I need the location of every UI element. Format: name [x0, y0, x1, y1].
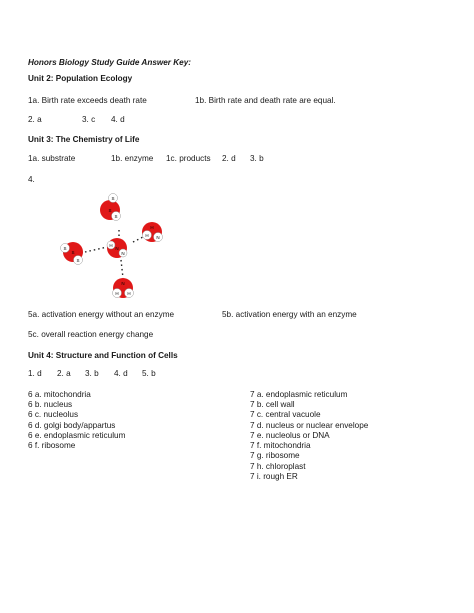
list-item: 7 e. nucleolus or DNA — [250, 431, 330, 440]
unit3-question-4-label: 4. — [28, 175, 35, 184]
list-item: 7 i. rough ER — [250, 472, 298, 481]
bond-left — [85, 247, 107, 252]
atom-label: H — [127, 291, 131, 296]
molecule-bottom — [113, 278, 134, 298]
list-item: 7 h. chloroplast — [250, 462, 306, 471]
bond-bottom — [121, 260, 123, 278]
unit2-answer-1a: 1a. Birth rate exceeds death rate — [28, 96, 147, 105]
unit3-answer-1b: 1b. enzyme — [111, 154, 154, 163]
list-item: 7 a. endoplasmic reticulum — [250, 390, 348, 399]
unit3-answer-3: 3. b — [250, 154, 264, 163]
unit4-answer-2: 2. a — [57, 369, 71, 378]
unit3-heading: Unit 3: The Chemistry of Life — [28, 135, 140, 144]
list-item: 6 a. mitochondria — [28, 390, 91, 399]
page-title: Honors Biology Study Guide Answer Key: — [28, 58, 192, 67]
list-item: 7 b. cell wall — [250, 400, 295, 409]
unit4-answer-3: 3. b — [85, 369, 99, 378]
atom-label: S — [111, 196, 115, 201]
atom-label: S — [108, 208, 112, 213]
unit3-answer-1a: 1a. substrate — [28, 154, 76, 163]
unit3-answer-5a: 5a. activation energy without an enzyme — [28, 310, 175, 319]
atom-label: N — [156, 235, 160, 240]
atom-label: S — [114, 214, 118, 219]
unit3-answer-2: 2. d — [222, 154, 236, 163]
list-item: 6 d. golgi body/appartus — [28, 421, 116, 430]
unit4-answer-5: 5. b — [142, 369, 156, 378]
list-item: 7 g. ribosome — [250, 451, 300, 460]
list-item: 7 f. mitochondria — [250, 441, 311, 450]
molecule-center — [107, 238, 127, 258]
molecule-top — [100, 194, 121, 221]
list-item: 6 f. ribosome — [28, 441, 76, 450]
molecule-right — [142, 222, 163, 242]
unit2-answer-4: 4. d — [111, 115, 125, 124]
unit2-heading: Unit 2: Population Ecology — [28, 74, 133, 83]
bond-right — [133, 237, 143, 242]
atom-label: S — [76, 258, 80, 263]
unit2-answer-3: 3. c — [82, 115, 96, 124]
unit3-answer-5b: 5b. activation energy with an enzyme — [222, 310, 357, 319]
atom-label: H — [150, 225, 154, 230]
atom-label: N — [121, 251, 125, 256]
list-item: 6 e. endoplasmic reticulum — [28, 431, 126, 440]
atom-label: S — [71, 250, 75, 255]
unit4-answer-1: 1. d — [28, 369, 42, 378]
unit4-answer-4: 4. d — [114, 369, 128, 378]
unit3-answer-5c: 5c. overall reaction energy change — [28, 330, 154, 339]
molecule-left — [61, 242, 84, 265]
list-item: 6 c. nucleolus — [28, 410, 79, 419]
atom-label: H — [145, 233, 149, 238]
list-item: 7 c. central vacuole — [250, 410, 321, 419]
unit3-answer-1c: 1c. products — [166, 154, 211, 163]
atom-label: N — [121, 281, 125, 286]
unit2-answer-1b: 1b. Birth rate and death rate are equal. — [195, 96, 336, 105]
unit4-heading: Unit 4: Structure and Function of Cells — [28, 351, 178, 360]
atom-label: H — [115, 291, 119, 296]
list-item: 7 d. nucleus or nuclear envelope — [250, 421, 369, 430]
atom-label: N — [115, 246, 119, 251]
molecule-diagram — [55, 190, 195, 310]
list-item: 6 b. nucleus — [28, 400, 73, 409]
atom-label: H — [109, 243, 113, 248]
unit2-answer-2: 2. a — [28, 115, 42, 124]
atom-label: S — [63, 246, 67, 251]
